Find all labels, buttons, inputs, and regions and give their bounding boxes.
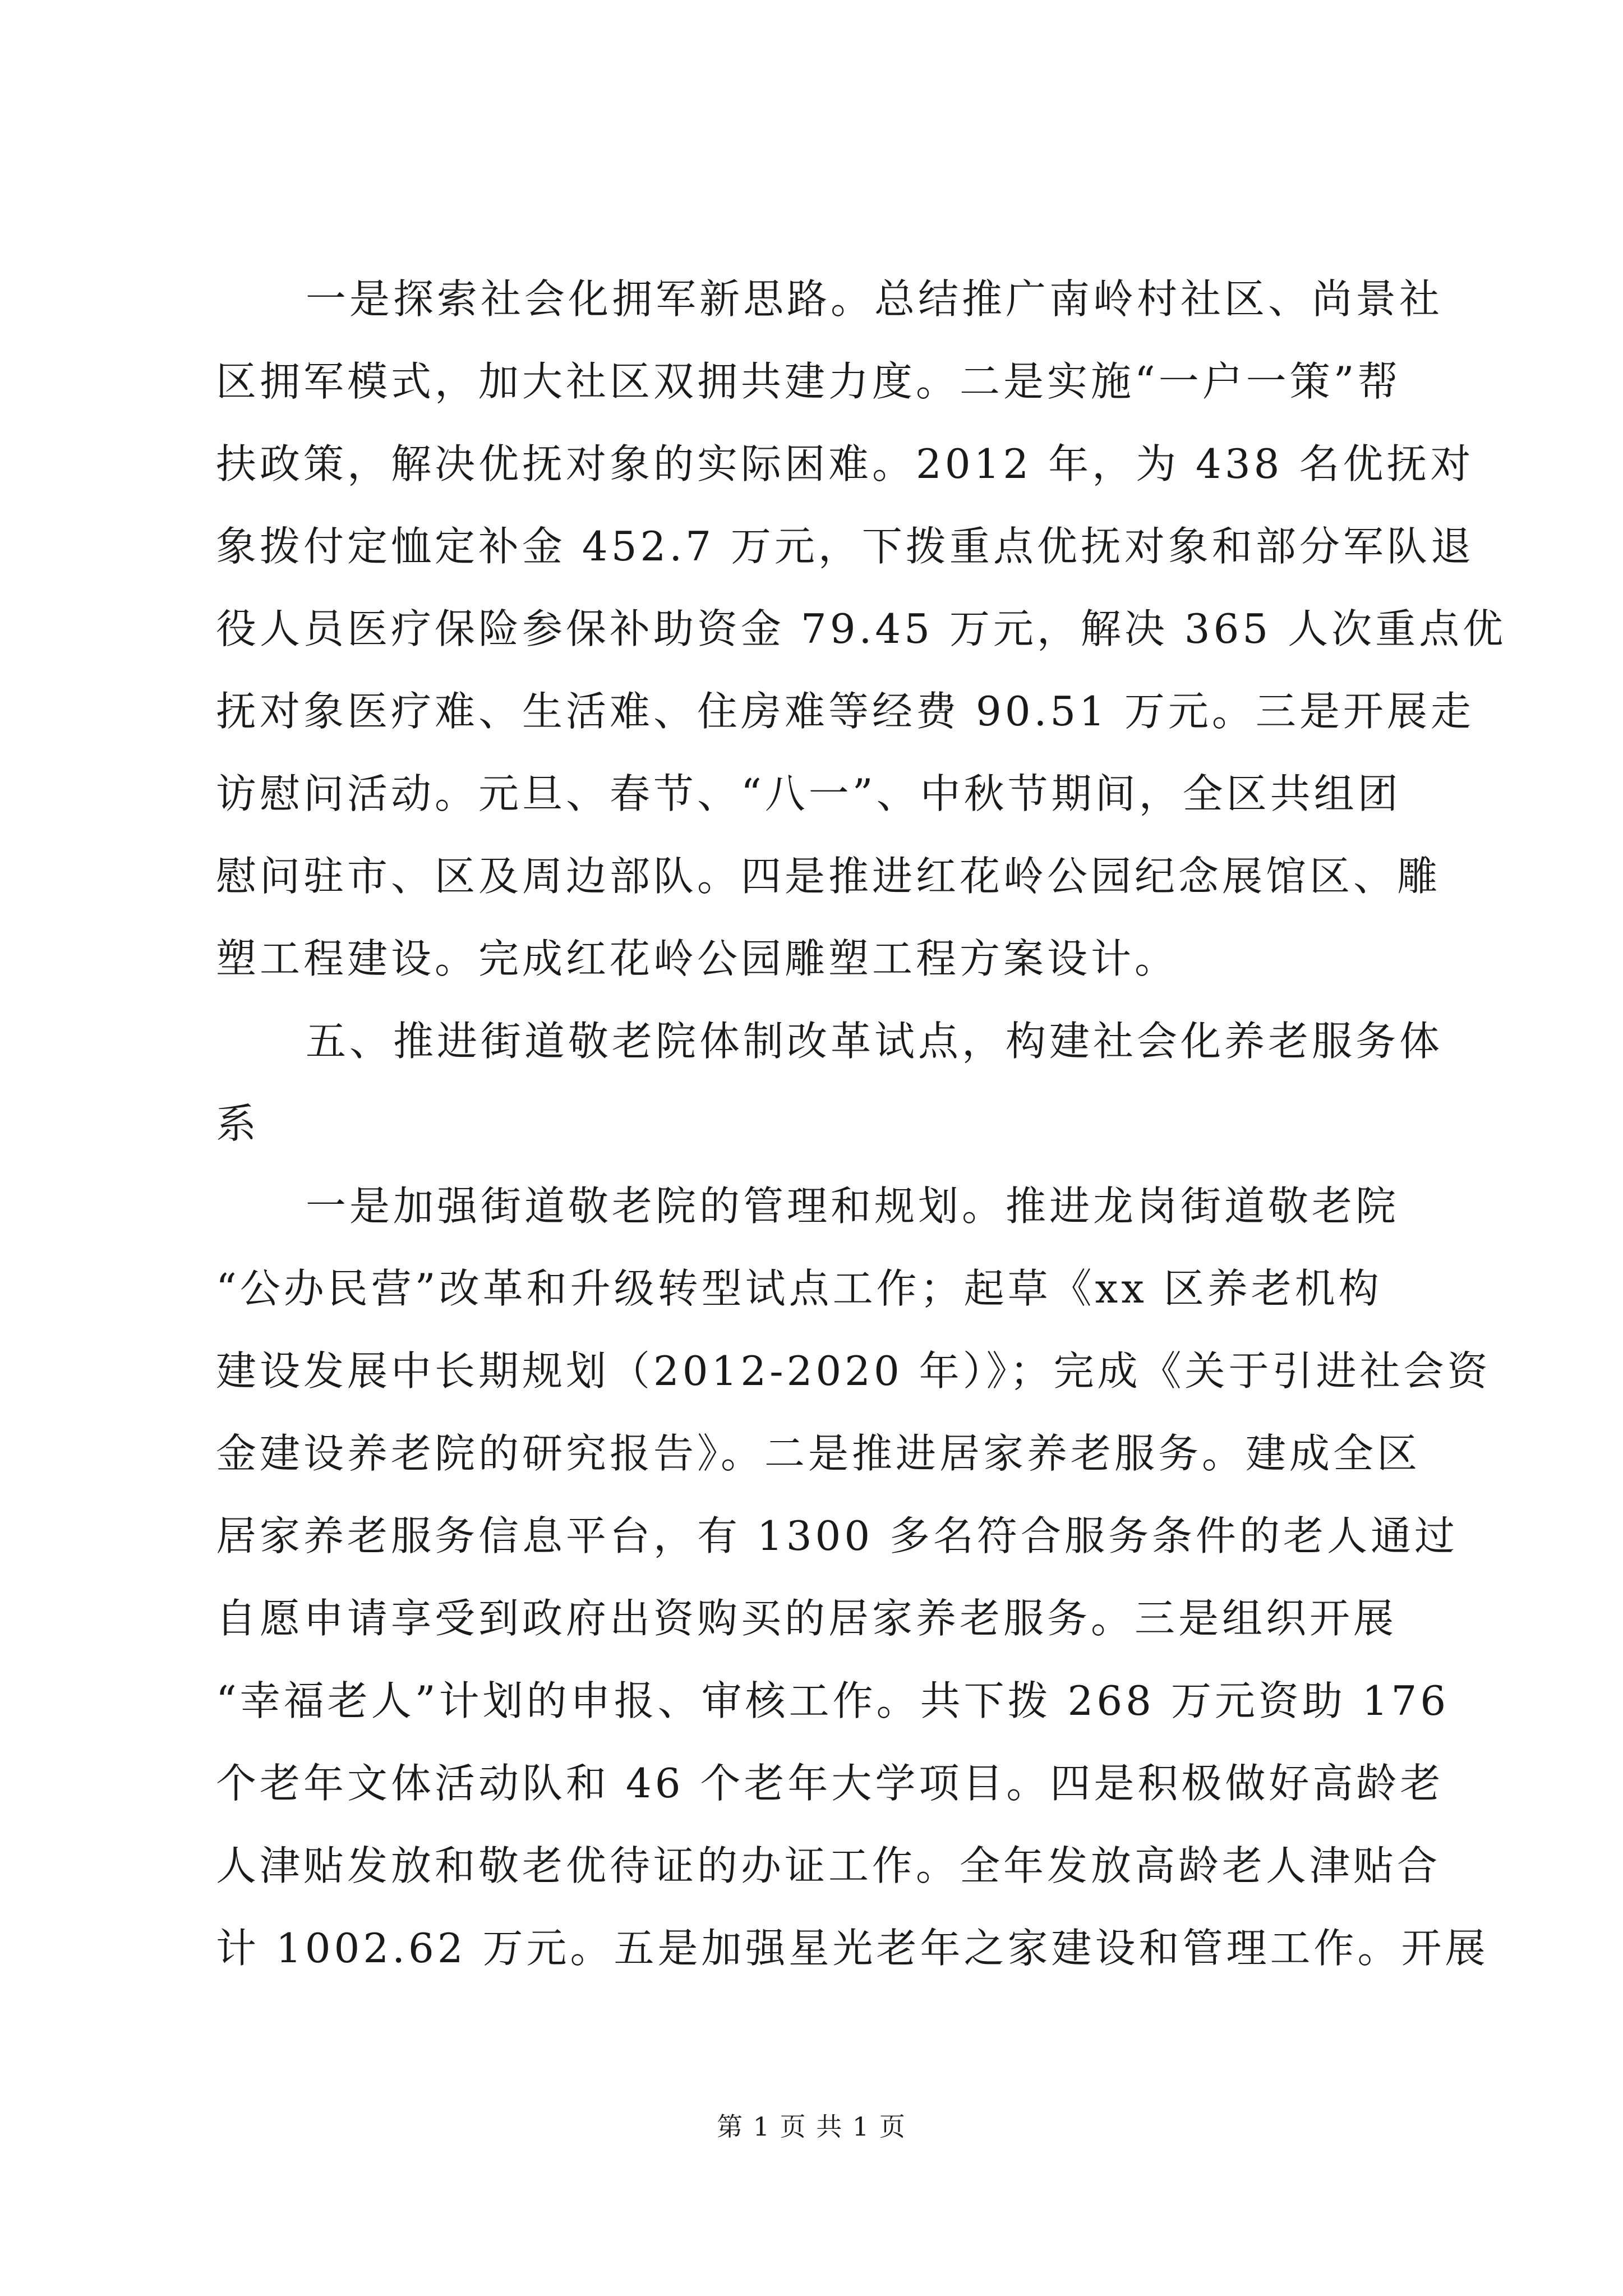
page-footer: 第 1 页 共 1 页 [717, 2111, 906, 2142]
paragraph-line: 居家养老服务信息平台，有 1300 多名符合服务条件的老人通过 [216, 1512, 1459, 1559]
section-heading-line: 系 [216, 1100, 260, 1147]
paragraph-line: 自愿申请享受到政府出资购买的居家养老服务。三是组织开展 [216, 1595, 1398, 1642]
section-heading-line: 五、推进街道敬老院体制改革试点，构建社会化养老服务体 [306, 1018, 1444, 1065]
paragraph-line: 象拨付定恤定补金 452.7 万元，下拨重点优抚对象和部分军队退 [216, 523, 1474, 570]
paragraph-line: 役人员医疗保险参保补助资金 79.45 万元，解决 365 人次重点优 [216, 605, 1507, 652]
paragraph-line: 塑工程建设。完成红花岭公园雕塑工程方案设计。 [216, 935, 1179, 982]
paragraph-line: “幸福老人”计划的申报、审核工作。共下拨 268 万元资助 176 [216, 1677, 1450, 1724]
paragraph-line: 慰问驻市、区及周边部队。四是推进红花岭公园纪念展馆区、雕 [216, 853, 1441, 900]
paragraph-line: 个老年文体活动队和 46 个老年大学项目。四是积极做好高龄老 [216, 1760, 1444, 1807]
paragraph-line: 一是探索社会化拥军新思路。总结推广南岭村社区、尚景社 [306, 275, 1444, 323]
paragraph-line: “公办民营”改革和升级转型试点工作；起草《xx 区养老机构 [216, 1265, 1382, 1312]
paragraph-line: 一是加强街道敬老院的管理和规划。推进龙岗街道敬老院 [306, 1182, 1400, 1230]
paragraph-line: 金建设养老院的研究报告》。二是推进居家养老服务。建成全区 [216, 1430, 1421, 1477]
body-text [216, 258, 1507, 1990]
paragraph-line: 区拥军模式，加大社区双拥共建力度。二是实施“一户一策”帮 [216, 358, 1401, 405]
paragraph-line: 人津贴发放和敬老优待证的办证工作。全年发放高龄老人津贴合 [216, 1842, 1441, 1889]
paragraph-line: 建设发展中长期规划（2012-2020 年）》；完成《关于引进社会资 [216, 1347, 1491, 1395]
paragraph-line: 抚对象医疗难、生活难、住房难等经费 90.51 万元。三是开展走 [216, 688, 1474, 735]
paragraph-line: 访慰问活动。元旦、春节、“八一”、中秋节期间，全区共组团 [216, 770, 1401, 817]
paragraph-line: 计 1002.62 万元。五是加强星光老年之家建设和管理工作。开展 [216, 1925, 1489, 1972]
paragraph-line: 扶政策，解决优抚对象的实际困难。2012 年，为 438 名优抚对 [216, 440, 1474, 487]
